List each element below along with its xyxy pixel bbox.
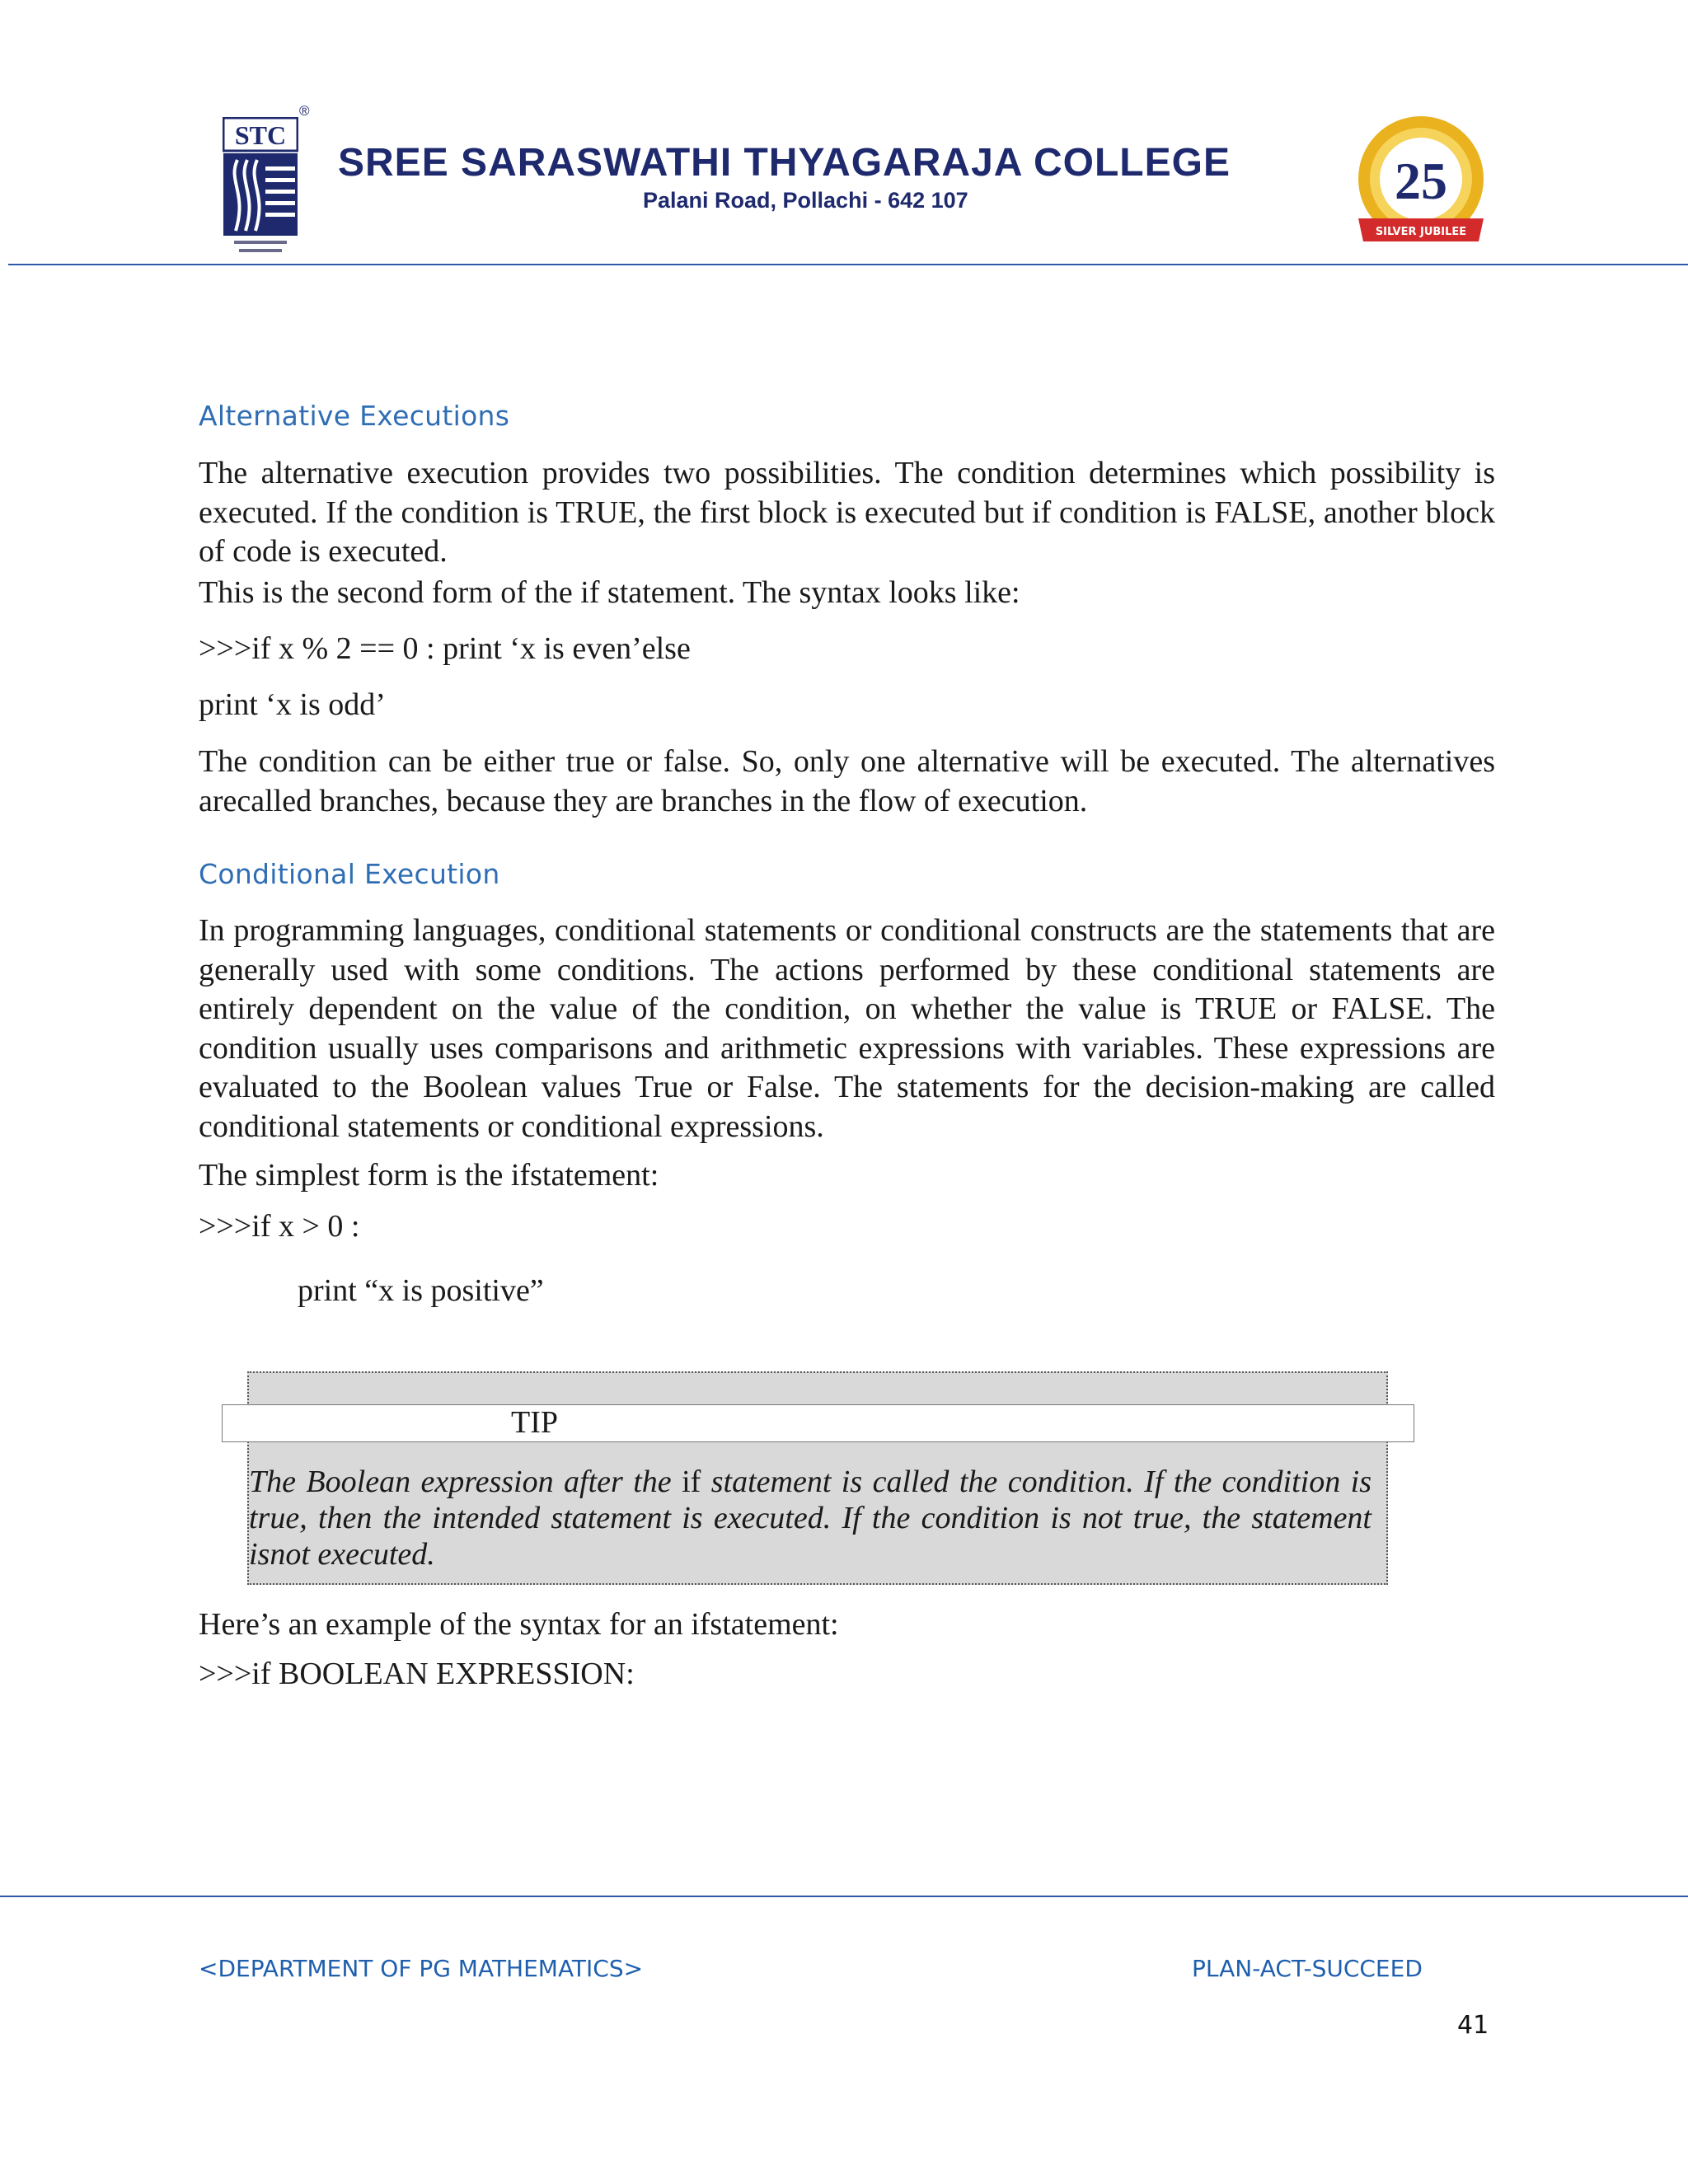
alt-paragraph-1: The alternative execution provides two possibilities. The condition determines which possibility is executed. If the condition is TRUE, the first block is executed but if condition is FALSE, another block of code is executed. — [199, 456, 1495, 569]
footer-divider — [0, 1896, 1688, 1897]
footer-department: <DEPARTMENT OF PG MATHEMATICS> — [199, 1955, 644, 1982]
college-name: SREE SARASWATHI THYAGARAJA COLLEGE — [338, 141, 1231, 185]
cond-code-line-2: print “x is positive” — [298, 1273, 544, 1308]
emblem-number: 25 — [1395, 152, 1447, 210]
cond-syntax-intro: The simplest form is the ifstatement: — [199, 1158, 659, 1193]
heading-conditional-execution: Conditional Execution — [199, 858, 500, 890]
header-divider — [8, 264, 1688, 265]
example-syntax-intro: Here’s an example of the syntax for an ifstatement: — [199, 1607, 839, 1642]
alt-syntax-intro: This is the second form of the if statement. The syntax looks like: — [199, 575, 1020, 610]
tip-text — [249, 1464, 1372, 1572]
registered-mark: ® — [299, 103, 310, 119]
stc-logo — [223, 117, 298, 264]
cond-paragraph-1: In programming languages, conditional statements or conditional constructs are the statements that are generally used with some conditions. The actions performed by these conditional statements are entirely dependent on the value of the condition, on whether the value is TRUE or FALSE. The condition usually uses comparisons and arithmetic expressions with variables. These expressions are evaluated to the Boolean values True or False. The statements for the decision-making are called conditional statements or conditional expressions. — [199, 913, 1495, 1144]
stc-logo-text: STC — [234, 120, 287, 150]
page-number: 41 — [1457, 2011, 1489, 2040]
heading-alternative-executions: Alternative Executions — [199, 400, 510, 432]
tip-keyword-if: if — [682, 1465, 701, 1499]
alt-paragraph-2: The condition can be either true or false. So, only one alternative will be executed. The alternatives arecalled branches, because they are branches in the flow of execution. — [199, 744, 1495, 818]
college-address: Palani Road, Pollachi - 642 107 — [643, 188, 968, 213]
alt-code-line-1: >>>if x % 2 == 0 : print ‘x is even’else — [199, 631, 691, 666]
tip-text-part-2: statement is called the condition. If the condition is true, then the intended statement is executed. If the condition is not true, the statement isnot executed. — [249, 1465, 1372, 1572]
footer-motto: PLAN-ACT-SUCCEED — [1192, 1955, 1423, 1982]
silver-jubilee-emblem — [1350, 113, 1492, 253]
example-code-line: >>>if BOOLEAN EXPRESSION: — [199, 1657, 635, 1691]
alt-code-line-2: print ‘x is odd’ — [199, 687, 386, 722]
tip-label-box — [222, 1404, 1414, 1442]
cond-code-line-1: >>>if x > 0 : — [199, 1209, 360, 1244]
tip-label: TIP — [511, 1405, 558, 1440]
emblem-ribbon-text: SILVER JUBILEE — [1375, 226, 1467, 238]
tip-text-part-1: The Boolean expression after the — [249, 1465, 682, 1499]
